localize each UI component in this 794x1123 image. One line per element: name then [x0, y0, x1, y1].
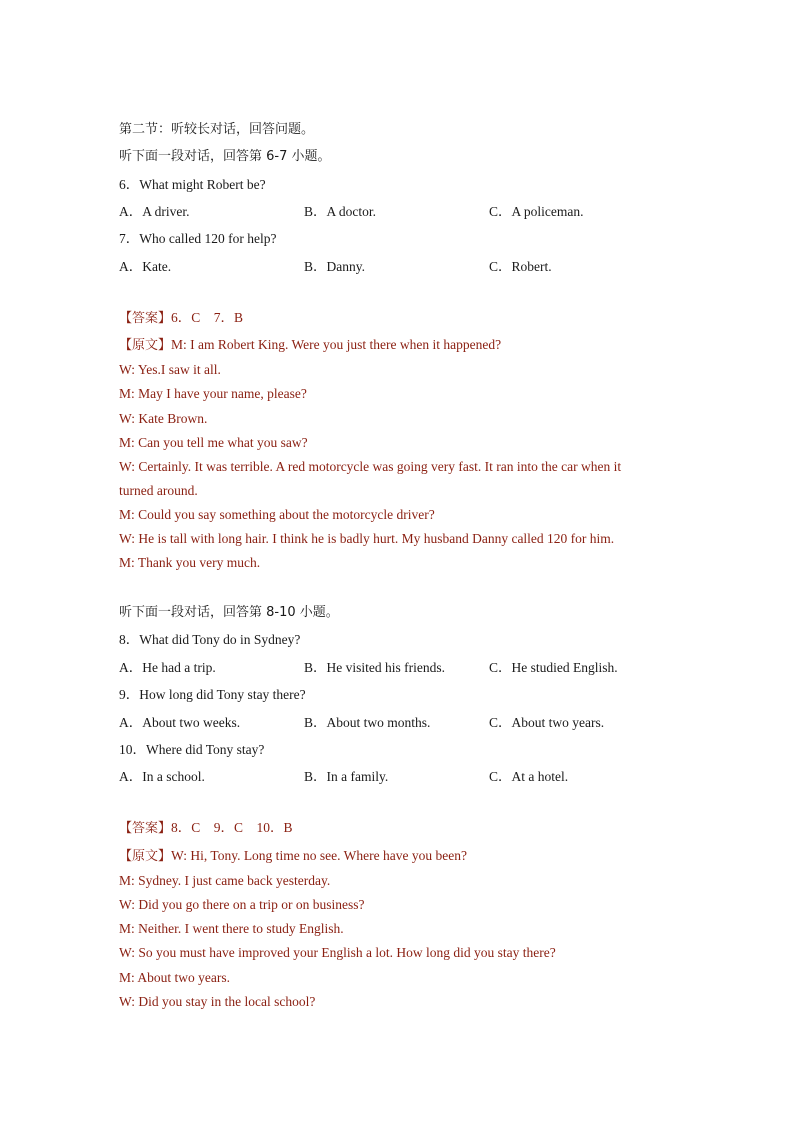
- script-2-line-2: W: Did you go there on a trip or on business?: [119, 897, 365, 912]
- question-9-option-c: C．About two years.: [489, 715, 605, 730]
- question-6: 6．What might Robert be?: [119, 177, 266, 192]
- script-2-line-4: W: So you must have improved your English a lot. How long did you stay there?: [119, 945, 556, 960]
- script-1-line-5: W: Certainly. It was terrible. A red motorcycle was going very fast. It ran into the car when it: [119, 459, 622, 474]
- answer-label: 【答案】: [119, 311, 172, 326]
- question-9-option-b: B．About two months.: [304, 715, 431, 730]
- question-9-option-a: A．About two weeks.: [119, 715, 241, 730]
- answer-text: 6．C 7．B: [171, 310, 244, 325]
- question-7-option-c: C．Robert.: [489, 259, 552, 274]
- script-1-line-7: M: Could you say something about the motorcycle driver?: [119, 507, 435, 522]
- script-2-line-3: M: Neither. I went there to study English.: [119, 921, 344, 936]
- question-8-option-a: A．He had a trip.: [119, 660, 216, 675]
- answer-1: [119, 309, 243, 328]
- question-7-option-b: B．Danny.: [304, 259, 365, 274]
- script-label: 【原文】: [119, 338, 172, 353]
- script-line: W: Hi, Tony. Long time no see. Where have you been?: [171, 848, 467, 863]
- script-1-line-6: turned around.: [119, 483, 198, 498]
- script-1-line-8: W: He is tall with long hair. I think he is badly hurt. My husband Danny called 120 for him.: [119, 531, 615, 546]
- question-7: 7．Who called 120 for help?: [119, 231, 277, 246]
- answer-label: 【答案】: [119, 821, 172, 836]
- script-1-line-0: [119, 336, 501, 355]
- question-8-option-c: C．He studied English.: [489, 660, 618, 675]
- question-6-option-c: C．A policeman.: [489, 204, 584, 219]
- question-10-option-b: B．In a family.: [304, 769, 389, 784]
- question-8: 8．What did Tony do in Sydney?: [119, 632, 301, 647]
- answer-2: [119, 819, 293, 838]
- script-1-line-4: M: Can you tell me what you saw?: [119, 435, 308, 450]
- script-1-line-3: W: Kate Brown.: [119, 411, 208, 426]
- script-2-line-5: M: About two years.: [119, 970, 230, 985]
- question-8-option-b: B．He visited his friends.: [304, 660, 445, 675]
- script-2-line-0: [119, 847, 467, 866]
- script-1-line-9: M: Thank you very much.: [119, 555, 261, 570]
- question-10-option-c: C．At a hotel.: [489, 769, 569, 784]
- question-10-option-a: A．In a school.: [119, 769, 205, 784]
- script-label: 【原文】: [119, 849, 172, 864]
- question-6-option-a: A．A driver.: [119, 204, 190, 219]
- script-line: M: I am Robert King. Were you just there when it happened?: [171, 337, 502, 352]
- script-2-line-6: W: Did you stay in the local school?: [119, 994, 316, 1009]
- script-1-line-2: M: May I have your name, please?: [119, 386, 307, 401]
- question-6-option-b: B．A doctor.: [304, 204, 377, 219]
- question-7-option-a: A．Kate.: [119, 259, 172, 274]
- question-9: 9．How long did Tony stay there?: [119, 687, 306, 702]
- answer-text: 8．C 9．C 10．B: [171, 820, 293, 835]
- dialog-2-intro: 听下面一段对话，回答第 8-10 小题。: [119, 605, 339, 620]
- script-2-line-1: M: Sydney. I just came back yesterday.: [119, 873, 331, 888]
- section-title: 第二节：听较长对话，回答问题。: [119, 122, 315, 137]
- question-10: 10．Where did Tony stay?: [119, 742, 265, 757]
- dialog-1-intro: 听下面一段对话，回答第 6-7 小题。: [119, 149, 331, 164]
- script-1-line-1: W: Yes.I saw it all.: [119, 362, 221, 377]
